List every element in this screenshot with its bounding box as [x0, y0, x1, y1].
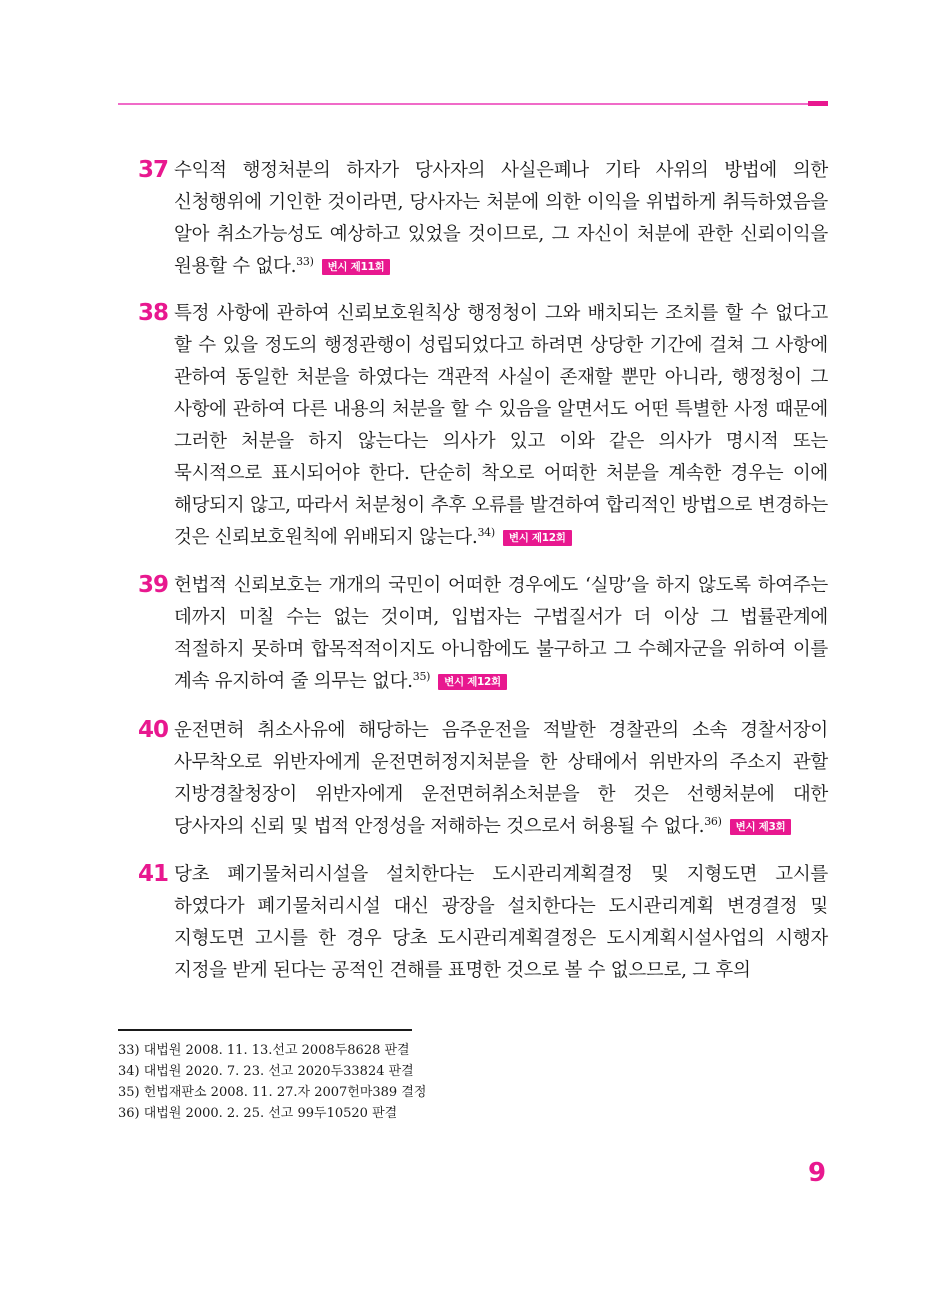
item-number: 37 [138, 157, 169, 183]
exam-badge: 변시 제11회 [322, 259, 391, 275]
item-text [174, 155, 828, 283]
item-text [174, 570, 828, 698]
footnote: 36) 대법원 2000. 2. 25. 선고 99두10520 판결 [118, 1106, 398, 1121]
footnote-ref: 36) [704, 814, 722, 828]
footnote-ref: 34) [477, 525, 495, 539]
footnote: 35) 헌법재판소 2008. 11. 27.자 2007헌마389 결정 [118, 1085, 427, 1100]
item-number: 41 [138, 861, 169, 887]
item-text [174, 715, 828, 843]
exam-badge: 변시 제3회 [730, 819, 792, 835]
item-number: 39 [138, 572, 169, 598]
header-rule [118, 103, 808, 105]
item-38 [138, 298, 828, 554]
item-number: 40 [138, 717, 169, 743]
footnote-ref: 33) [296, 254, 314, 268]
exam-badge: 변시 제12회 [438, 674, 507, 690]
footnote: 33) 대법원 2008. 11. 13.선고 2008두8628 판결 [118, 1043, 410, 1058]
item-body: 운전면허 취소사유에 해당하는 음주운전을 적발한 경찰관의 소속 경찰서장이 사무착오로 위반자에게 운전면허정지처분을 한 상태에서 위반자의 주소지 관할 지방경찰청장이 위반자에게 운전면허취소처분을 한 것은 선행처분에 대한 당사자의 신뢰 및 법적 안정성을 저해하는 것으로서 허용될 수 없다. [174, 720, 828, 837]
item-body: 당초 폐기물처리시설을 설치한다는 도시관리계획결정 및 지형도면 고시를 하였다가 폐기물처리시설 대신 광장을 설치한다는 도시관리계획 변경결정 및 지형도면 고시를 한 경우 당초 도시관리계획결정은 도시계획시설사업의 시행자 지정을 받게 된다는 공적인 견해를 표명한 것으로 볼 수 없으므로, 그 후의 [174, 864, 828, 981]
item-37 [138, 155, 828, 283]
item-41 [138, 859, 828, 987]
item-39 [138, 570, 828, 698]
page-number: 9 [808, 1158, 827, 1188]
footnote-divider [118, 1029, 412, 1031]
item-number: 38 [138, 300, 169, 326]
item-text [174, 859, 828, 987]
item-text [174, 298, 828, 554]
item-40 [138, 715, 828, 843]
item-body: 헌법적 신뢰보호는 개개의 국민이 어떠한 경우에도 ‘실망’을 하지 않도록 하여주는 데까지 미칠 수는 없는 것이며, 입법자는 구법질서가 더 이상 그 법률관계에 적절하지 못하며 합목적적이지도 아니함에도 불구하고 그 수혜자군을 위하여 이를 계속 유지하여 줄 의무는 없다. [174, 575, 828, 692]
footnote: 34) 대법원 2020. 7. 23. 선고 2020두33824 판결 [118, 1064, 414, 1079]
footnote-ref: 35) [412, 669, 431, 683]
header-rule-accent [808, 101, 828, 106]
footnotes [118, 1040, 618, 1124]
item-body: 특정 사항에 관하여 신뢰보호원칙상 행정청이 그와 배치되는 조치를 할 수 없다고 할 수 있을 정도의 행정관행이 성립되었다고 하려면 상당한 기간에 걸쳐 그 사항에 관하여 동일한 처분을 하였다는 객관적 사실이 존재할 뿐만 아니라, 행정청이 그 사항에 관하여 다른 내용의 처분을 할 수 있음을 알면서도 어떤 특별한 사정 때문에 그러한 처분을 하지 않는다는 의사가 있고 이와 같은 의사가 명시적 또는 묵시적으로 표시되어야 한다. 단순히 착오로 어떠한 처분을 계속한 경우는 이에 해당되지 않고, 따라서 처분청이 추후 오류를 발견하여 합리적인 방법으로 변경하는 것은 신뢰보호원칙에 위배되지 않는다. [174, 303, 828, 548]
exam-badge: 변시 제12회 [503, 530, 572, 546]
item-body: 수익적 행정처분의 하자가 당사자의 사실은폐나 기타 사위의 방법에 의한 신청행위에 기인한 것이라면, 당사자는 처분에 의한 이익을 위법하게 취득하였음을 알아 취소가능성도 예상하고 있었을 것이므로, 그 자신이 처분에 관한 신뢰이익을 원용할 수 없다. [174, 160, 828, 277]
